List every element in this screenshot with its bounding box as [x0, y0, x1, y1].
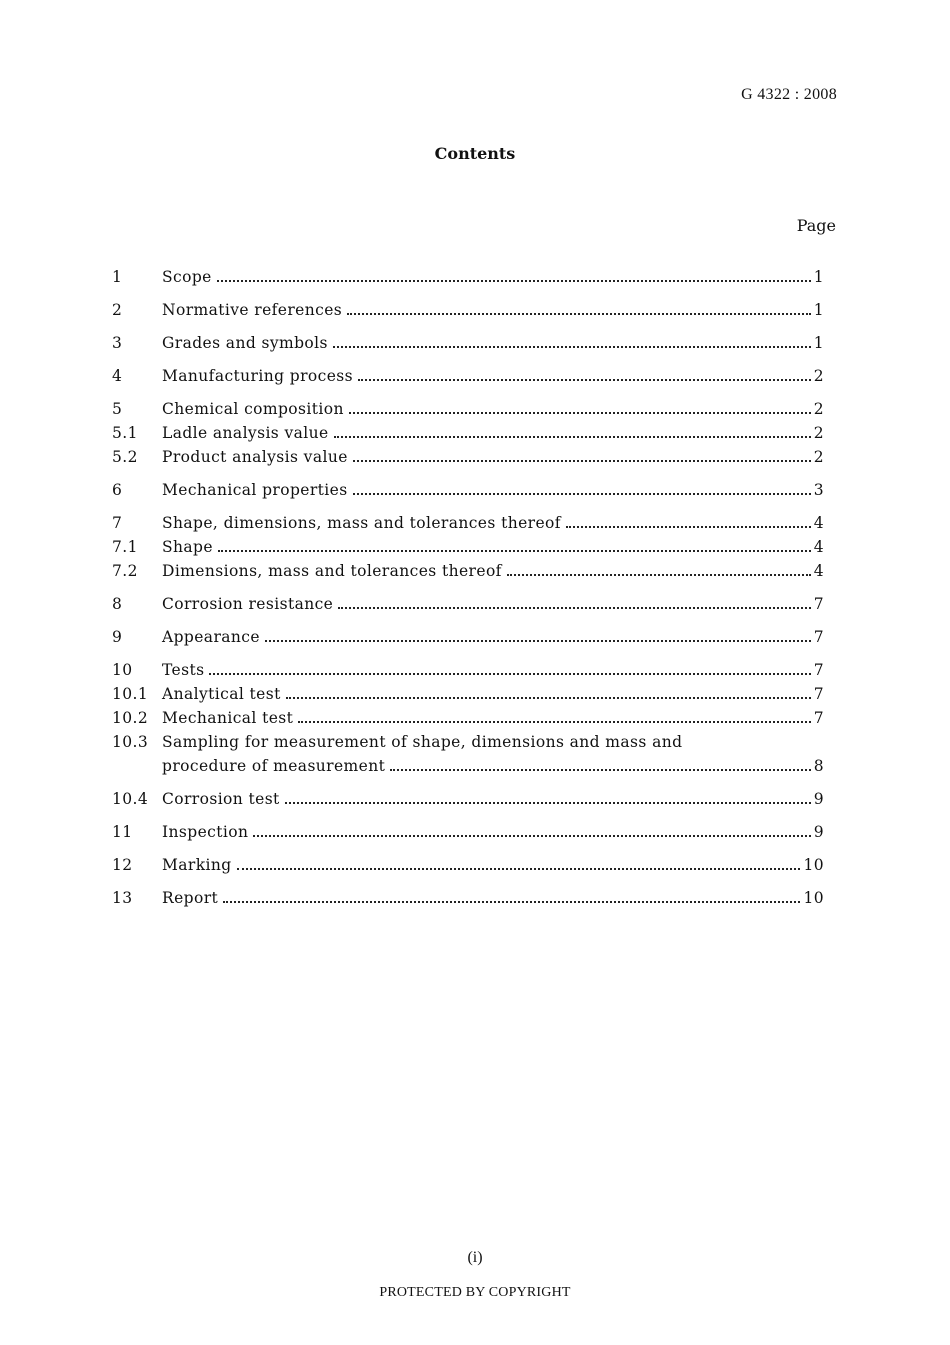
dot-leader	[253, 835, 810, 837]
dot-leader	[217, 280, 811, 282]
toc-page: 4	[813, 514, 824, 532]
toc-entry-10-3[interactable]	[112, 730, 824, 778]
toc-number: 7	[112, 514, 123, 532]
footer-page-number: (i)	[467, 1249, 483, 1266]
toc-page: 7	[813, 595, 824, 613]
toc-label: Corrosion resistance	[162, 595, 334, 613]
toc-entry-5-2[interactable]	[112, 445, 824, 469]
table-of-contents	[112, 265, 824, 910]
toc-page: 9	[813, 823, 824, 841]
toc-label: Dimensions, mass and tolerances thereof	[162, 562, 502, 580]
toc-number: 5.1	[112, 424, 138, 442]
toc-page: 7	[813, 661, 824, 679]
toc-page: 7	[813, 628, 824, 646]
toc-label: Appearance	[162, 628, 260, 646]
toc-label: Scope	[162, 268, 212, 286]
toc-entry-1[interactable]	[112, 265, 824, 289]
toc-entry-7[interactable]	[112, 511, 824, 535]
dot-leader	[347, 313, 811, 315]
toc-number: 11	[112, 823, 133, 841]
toc-entry-10-1[interactable]	[112, 682, 824, 706]
page-column-header: Page	[796, 216, 836, 235]
toc-page: 4	[813, 538, 824, 556]
dot-leader	[265, 640, 811, 642]
toc-entry-8[interactable]	[112, 592, 824, 616]
toc-label: Marking	[162, 856, 232, 874]
dot-leader	[286, 697, 811, 699]
toc-page: 3	[813, 481, 824, 499]
toc-label: Inspection	[162, 823, 249, 841]
toc-entry-4[interactable]	[112, 364, 824, 388]
dot-leader	[353, 460, 811, 462]
toc-number: 10.2	[112, 709, 149, 727]
toc-number: 13	[112, 889, 133, 907]
dot-leader	[390, 769, 810, 771]
toc-number: 2	[112, 301, 123, 319]
toc-label: Mechanical test	[162, 709, 294, 727]
toc-label-line2: procedure of measurement	[162, 757, 386, 775]
toc-label: Shape, dimensions, mass and tolerances thereof	[162, 514, 561, 532]
toc-page: 4	[813, 562, 824, 580]
toc-number: 3	[112, 334, 123, 352]
toc-number: 1	[112, 268, 123, 286]
toc-label: Analytical test	[162, 685, 281, 703]
document-code: G 4322 : 2008	[741, 86, 837, 103]
toc-number: 9	[112, 628, 123, 646]
toc-page: 2	[813, 424, 824, 442]
toc-label: Manufacturing process	[162, 367, 353, 385]
toc-entry-9[interactable]	[112, 625, 824, 649]
toc-entry-7-1[interactable]	[112, 535, 824, 559]
dot-leader	[338, 607, 810, 609]
toc-number: 6	[112, 481, 123, 499]
page-title: Contents	[434, 144, 516, 163]
toc-entry-6[interactable]	[112, 478, 824, 502]
toc-label: Product analysis value	[162, 448, 348, 466]
toc-page: 8	[813, 757, 824, 775]
toc-page: 2	[813, 448, 824, 466]
toc-entry-5-1[interactable]	[112, 421, 824, 445]
toc-page: 9	[813, 790, 824, 808]
toc-entry-2[interactable]	[112, 298, 824, 322]
dot-leader	[209, 673, 810, 675]
toc-page: 10	[803, 889, 824, 907]
toc-number: 7.1	[112, 538, 138, 556]
toc-page: 1	[813, 268, 824, 286]
toc-page: 1	[813, 334, 824, 352]
toc-label: Mechanical properties	[162, 481, 348, 499]
toc-entry-12[interactable]	[112, 853, 824, 877]
dot-leader	[298, 721, 810, 723]
toc-page: 7	[813, 709, 824, 727]
toc-label-line1: Sampling for measurement of shape, dimensions and mass and	[162, 733, 683, 751]
toc-number: 12	[112, 856, 133, 874]
toc-page: 10	[803, 856, 824, 874]
toc-label: Report	[162, 889, 219, 907]
toc-page: 7	[813, 685, 824, 703]
toc-label: Corrosion test	[162, 790, 280, 808]
toc-entry-7-2[interactable]	[112, 559, 824, 583]
toc-number: 10.1	[112, 685, 149, 703]
toc-entry-10-2[interactable]	[112, 706, 824, 730]
dot-leader	[237, 868, 801, 870]
toc-number: 5	[112, 400, 123, 418]
dot-leader	[566, 526, 811, 528]
dot-leader	[333, 346, 811, 348]
toc-page: 2	[813, 400, 824, 418]
toc-label: Ladle analysis value	[162, 424, 329, 442]
toc-label: Chemical composition	[162, 400, 344, 418]
toc-number: 10.4	[112, 790, 149, 808]
toc-entry-3[interactable]	[112, 331, 824, 355]
dot-leader	[507, 574, 811, 576]
toc-page: 2	[813, 367, 824, 385]
dot-leader	[223, 901, 800, 903]
footer-copyright: PROTECTED BY COPYRIGHT	[379, 1285, 571, 1300]
toc-label: Normative references	[162, 301, 343, 319]
dot-leader	[218, 550, 811, 552]
dot-leader	[349, 412, 811, 414]
toc-number: 7.2	[112, 562, 138, 580]
toc-number: 8	[112, 595, 123, 613]
toc-entry-13[interactable]	[112, 886, 824, 910]
dot-leader	[353, 493, 811, 495]
toc-label: Grades and symbols	[162, 334, 328, 352]
dot-leader	[358, 379, 811, 381]
toc-page: 1	[813, 301, 824, 319]
dot-leader	[285, 802, 811, 804]
dot-leader	[334, 436, 811, 438]
toc-number: 10.3	[112, 733, 149, 751]
toc-entry-11[interactable]	[112, 820, 824, 844]
toc-entry-10-4[interactable]	[112, 787, 824, 811]
toc-label: Shape	[162, 538, 213, 556]
toc-number: 5.2	[112, 448, 138, 466]
toc-number: 10	[112, 661, 133, 679]
toc-label: Tests	[162, 661, 205, 679]
toc-entry-10[interactable]	[112, 658, 824, 682]
toc-entry-5[interactable]	[112, 397, 824, 421]
toc-number: 4	[112, 367, 123, 385]
